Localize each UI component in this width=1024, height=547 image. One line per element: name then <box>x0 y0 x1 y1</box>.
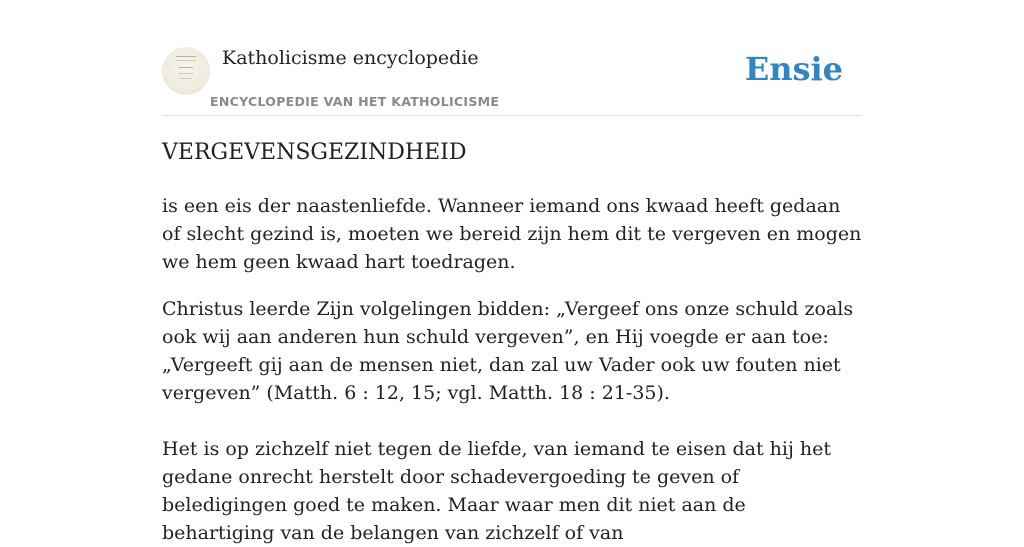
article-paragraph: is een eis der naastenliefde. Wanneer iemand ons kwaad heeft gedaan of slecht gezind is, moeten we bereid zijn hem dit te vergeven en mogen we hem geen kwaad hart toedragen. <box>162 195 862 273</box>
site-subtitle: ENCYCLOPEDIE VAN HET KATHOLICISME <box>210 94 500 109</box>
article-title: VERGEVENSGEZINDHEID <box>162 140 467 165</box>
article-body <box>162 192 862 547</box>
article-paragraph: Christus leerde Zijn volgelingen bidden: „Vergeef ons onze schuld zoals ook wij aan anderen hun schuld vergeven”, en Hij voegde er aan toe: „Vergeeft gij aan de mensen niet, dan zal uw Vader ook uw fouten niet vergeven” (Matth. 6 : 12, 15; vgl. Matth. 18 : 21-35). <box>162 298 854 404</box>
header-divider <box>162 115 862 116</box>
book-cover-icon[interactable] <box>162 47 210 95</box>
ensie-logo-link[interactable]: Ensie <box>744 50 843 88</box>
site-header <box>162 44 862 116</box>
site-title-link[interactable]: Katholicisme encyclopedie <box>222 47 479 69</box>
article-paragraph: Het is op zichzelf niet tegen de liefde, van iemand te eisen dat hij het gedane onrecht herstelt door schadevergoeding te geven of beledigingen goed te maken. Maar waar men dit niet aan de behartiging van de belangen van zichzelf of van <box>162 438 831 544</box>
